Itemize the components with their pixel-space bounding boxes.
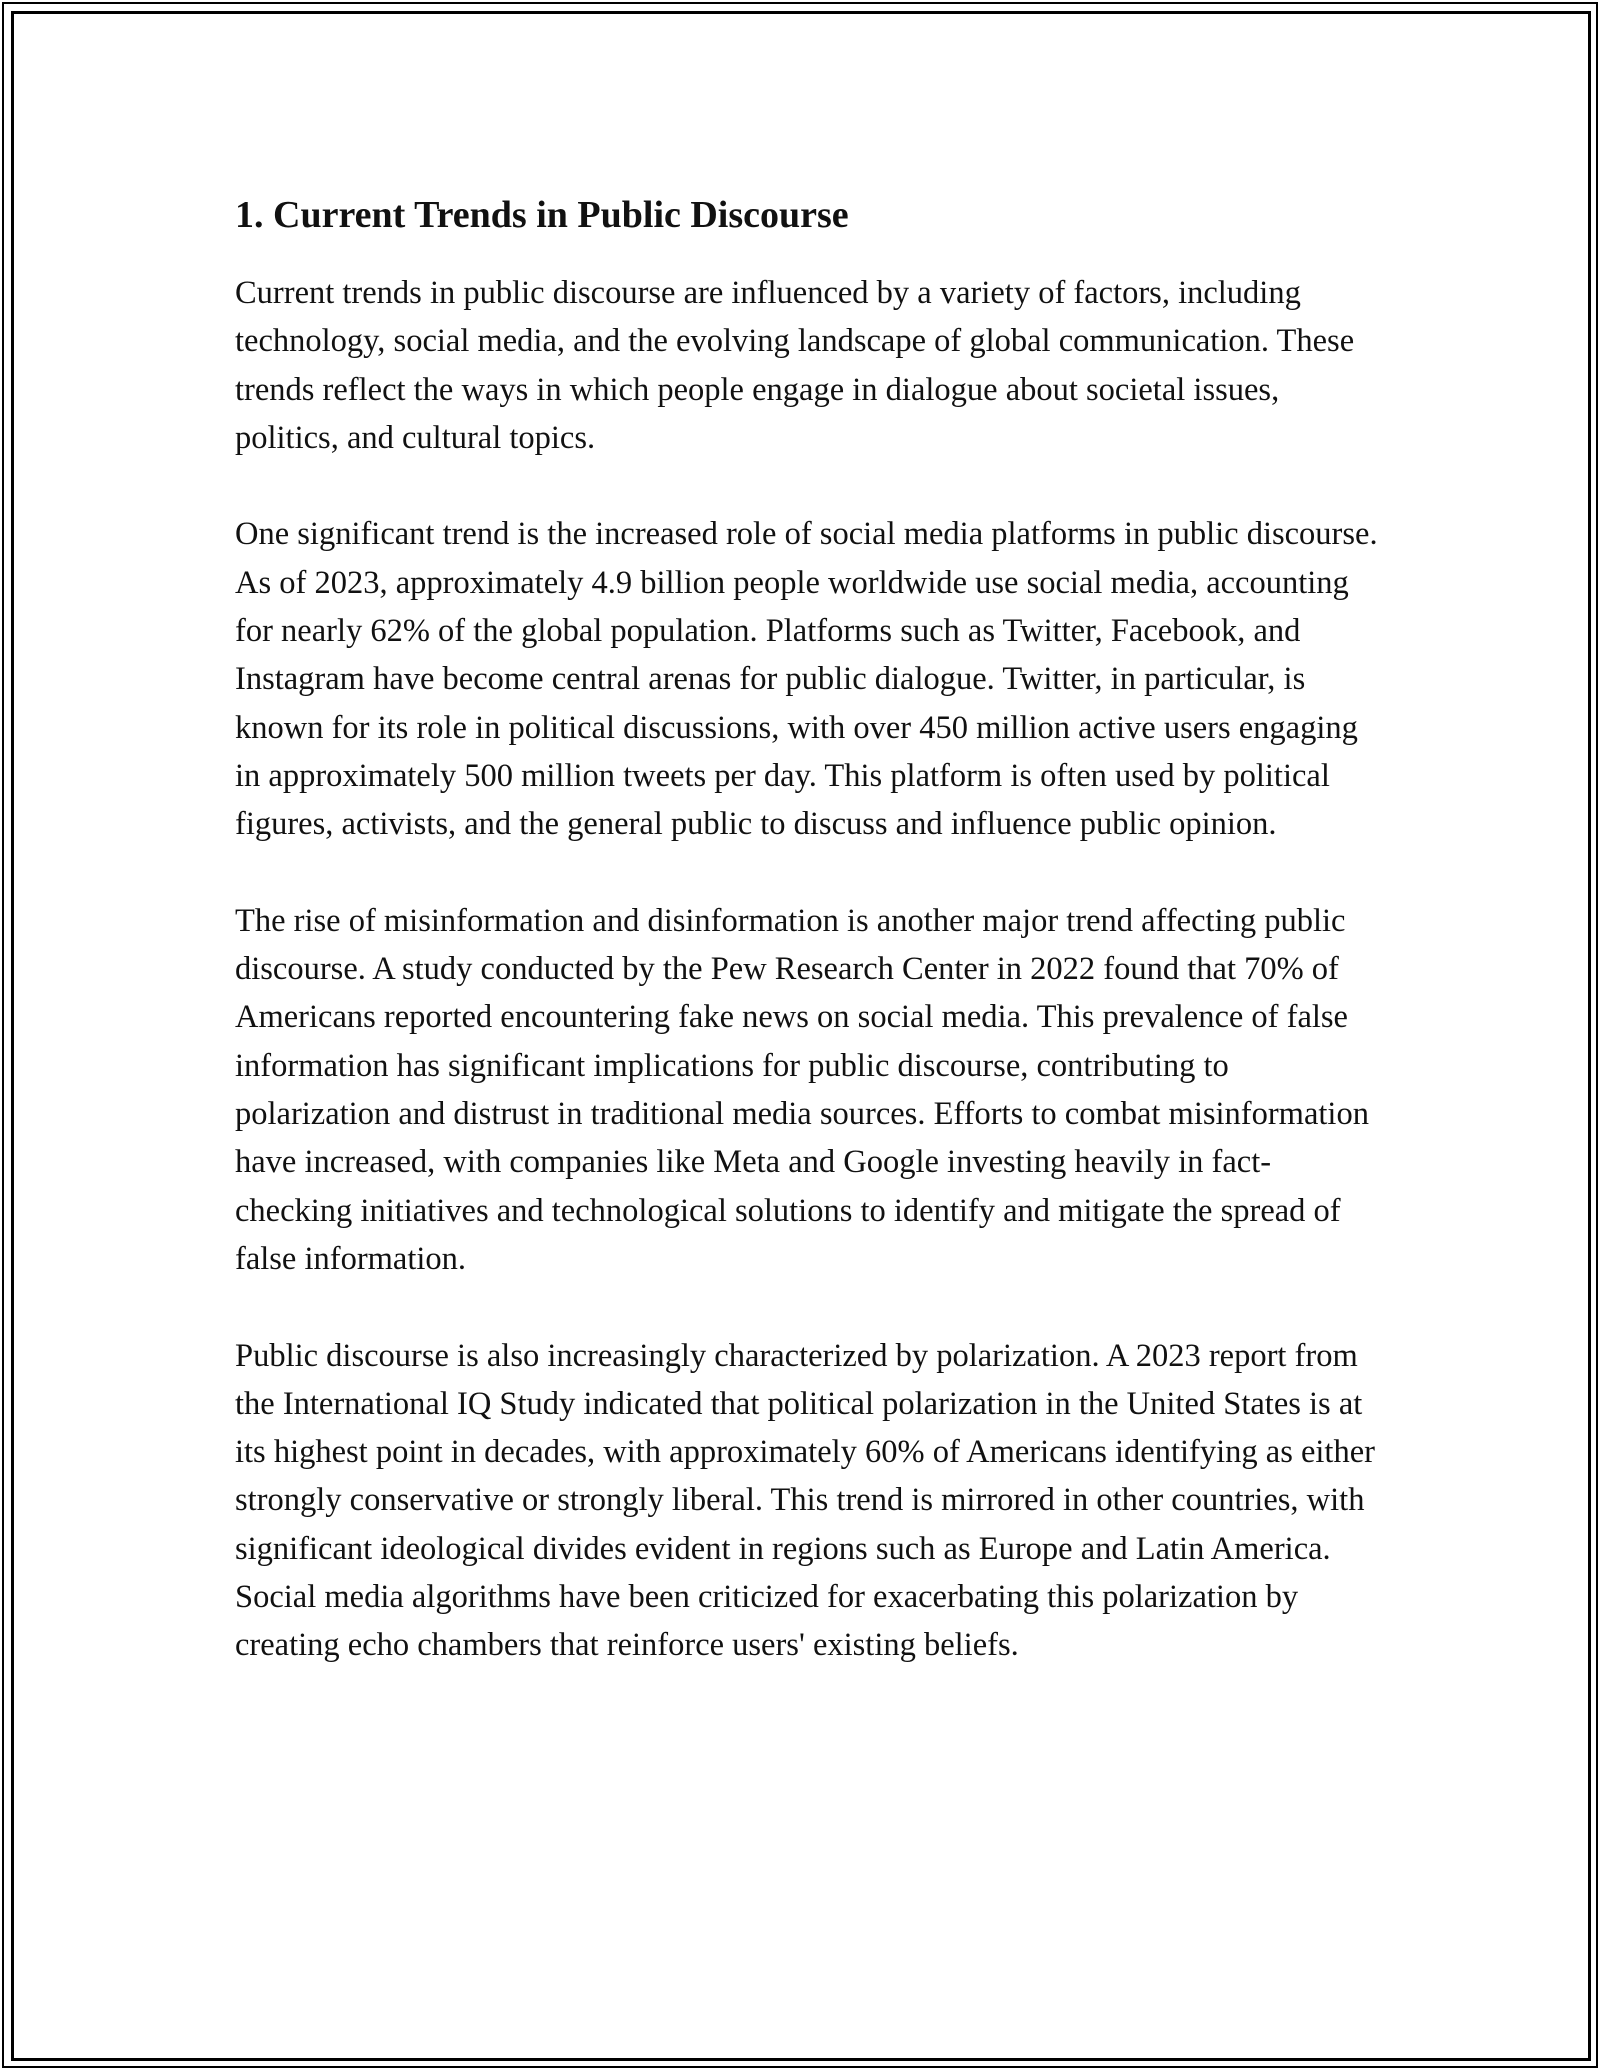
document-body [235, 185, 1385, 1718]
paragraph-3: The rise of misinformation and disinformation is another major trend affecting public discourse. A study conducted by the Pew Research Center in 2022 found that 70% of Americans reported encountering fake news on social media. This prevalence of false information has significant implications for public discourse, contributing to polarization and distrust in traditional media sources. Efforts to combat misinformation have increased, with companies like Meta and Google investing heavily in fact-checking initiatives and technological solutions to identify and mitigate the spread of false information. [235, 902, 1369, 1277]
paragraph-4: Public discourse is also increasingly characterized by polarization. A 2023 report from the International IQ Study indicated that political polarization in the United States is at its highest point in decades, with approximately 60% of Americans identifying as either strongly conservative or strongly liberal. This trend is mirrored in other countries, with significant ideological divides evident in regions such as Europe and Latin America. Social media algorithms have been criticized for exacerbating this polarization by creating echo chambers that reinforce users' existing beliefs. [235, 1337, 1375, 1664]
paragraph-1: Current trends in public discourse are influenced by a variety of factors, including technology, social media, and the evolving landscape of global communication. These trends reflect the ways in which people engage in dialogue about societal issues, politics, and cultural topics. [235, 275, 1355, 456]
section-heading: 1. Current Trends in Public Discourse [235, 194, 849, 236]
paragraph-2: One significant trend is the increased role of social media platforms in public discourse. As of 2023, approximately 4.9 billion people worldwide use social media, accounting for nearly 62% of the global population. Platforms such as Twitter, Facebook, and Instagram have become central arenas for public dialogue. Twitter, in particular, is known for its role in political discussions, with over 450 million active users engaging in approximately 500 million tweets per day. This platform is often used by political figures, activists, and the general public to discuss and influence public opinion. [235, 516, 1378, 843]
